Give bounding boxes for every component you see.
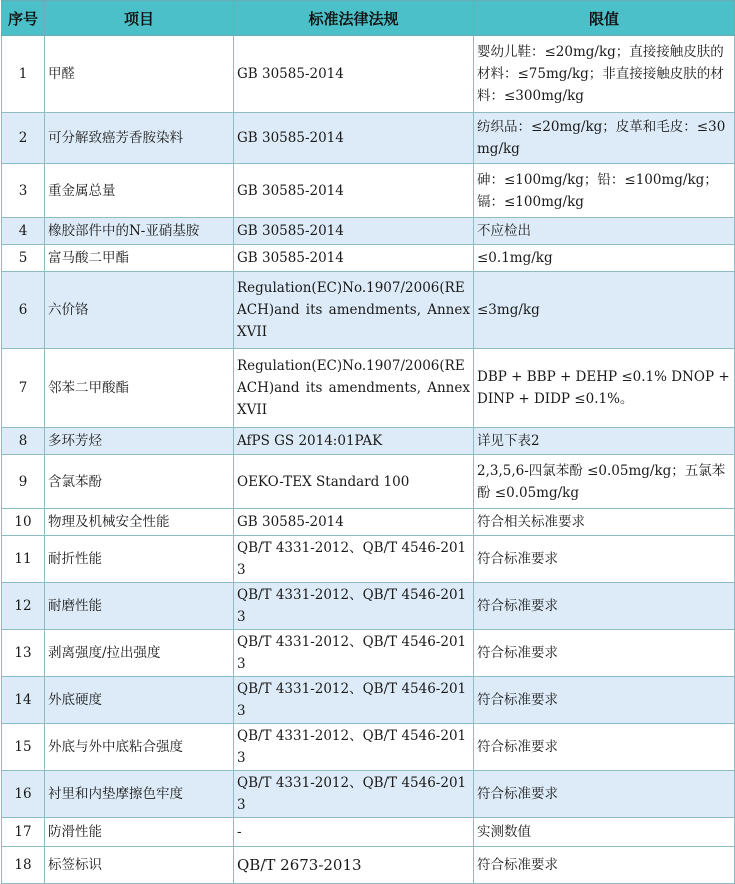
row-standard: - [234, 818, 474, 847]
row-item: 可分解致癌芳香胺染料 [45, 113, 234, 164]
row-number: 18 [2, 847, 45, 884]
table-row [2, 245, 735, 272]
row-number: 5 [2, 245, 45, 272]
row-item: 防滑性能 [45, 818, 234, 847]
header-item: 项目 [45, 1, 234, 36]
table-row [2, 272, 735, 349]
table-row [2, 113, 735, 164]
row-number: 14 [2, 677, 45, 724]
row-limit: 砷：≤100mg/kg；铅：≤100mg/kg；镉：≤100mg/kg [474, 164, 735, 218]
row-limit: 详见下表2 [474, 428, 735, 455]
row-limit: 符合标准要求 [474, 583, 735, 630]
row-number: 8 [2, 428, 45, 455]
table-row [2, 771, 735, 818]
row-number: 10 [2, 509, 45, 536]
table-row [2, 677, 735, 724]
row-limit: 2,3,5,6-四氯苯酚 ≤0.05mg/kg；五氯苯酚 ≤0.05mg/kg [474, 455, 735, 509]
row-standard: GB 30585-2014 [234, 509, 474, 536]
row-limit: 实测数值 [474, 818, 735, 847]
row-limit: 符合标准要求 [474, 847, 735, 884]
row-standard: GB 30585-2014 [234, 36, 474, 113]
row-standard: QB/T 4331-2012、QB/T 4546-2013 [234, 724, 474, 771]
row-standard: GB 30585-2014 [234, 164, 474, 218]
table-row [2, 36, 735, 113]
row-number: 13 [2, 630, 45, 677]
row-item: 耐折性能 [45, 536, 234, 583]
table-row [2, 583, 735, 630]
row-limit: 符合标准要求 [474, 630, 735, 677]
row-standard: QB/T 4331-2012、QB/T 4546-2013 [234, 583, 474, 630]
row-limit: 符合相关标准要求 [474, 509, 735, 536]
row-number: 7 [2, 349, 45, 428]
row-limit: 婴幼儿鞋：≤20mg/kg；直接接触皮肤的材料：≤75mg/kg；非直接接触皮肤的材料：≤300mg/kg [474, 36, 735, 113]
header-no: 序号 [2, 1, 45, 36]
table-row [2, 847, 735, 884]
row-item: 衬里和内垫摩擦色牢度 [45, 771, 234, 818]
row-standard: QB/T 4331-2012、QB/T 4546-2013 [234, 536, 474, 583]
table-row [2, 630, 735, 677]
row-item: 邻苯二甲酸酯 [45, 349, 234, 428]
row-limit: ≤0.1mg/kg [474, 245, 735, 272]
row-standard: Regulation(EC)No.1907/2006(REACH)and its amendments, Annex XVII [234, 349, 474, 428]
row-item: 六价铬 [45, 272, 234, 349]
row-number: 2 [2, 113, 45, 164]
header-standard: 标准法律法规 [234, 1, 474, 36]
table-row [2, 509, 735, 536]
table-row [2, 818, 735, 847]
row-standard: QB/T 2673-2013 [234, 847, 474, 884]
table-row [2, 218, 735, 245]
row-item: 多环芳烃 [45, 428, 234, 455]
row-limit: 符合标准要求 [474, 536, 735, 583]
row-item: 剥离强度/拉出强度 [45, 630, 234, 677]
row-number: 4 [2, 218, 45, 245]
standards-table [1, 0, 735, 884]
row-item: 富马酸二甲酯 [45, 245, 234, 272]
table-row [2, 164, 735, 218]
header-row [2, 1, 735, 36]
table-row [2, 536, 735, 583]
row-standard: GB 30585-2014 [234, 113, 474, 164]
row-number: 3 [2, 164, 45, 218]
table-row [2, 349, 735, 428]
row-item: 外底与外中底粘合强度 [45, 724, 234, 771]
row-standard: Regulation(EC)No.1907/2006(REACH)and its amendments, Annex XVII [234, 272, 474, 349]
row-number: 11 [2, 536, 45, 583]
row-limit: 符合标准要求 [474, 677, 735, 724]
row-limit: DBP + BBP + DEHP ≤0.1% DNOP + DINP + DIDP ≤0.1%。 [474, 349, 735, 428]
row-standard: OEKO-TEX Standard 100 [234, 455, 474, 509]
row-item: 含氯苯酚 [45, 455, 234, 509]
row-number: 1 [2, 36, 45, 113]
row-standard: QB/T 4331-2012、QB/T 4546-2013 [234, 771, 474, 818]
row-number: 17 [2, 818, 45, 847]
row-item: 外底硬度 [45, 677, 234, 724]
row-item: 重金属总量 [45, 164, 234, 218]
row-item: 物理及机械安全性能 [45, 509, 234, 536]
row-item: 甲醛 [45, 36, 234, 113]
row-number: 12 [2, 583, 45, 630]
row-item: 橡胶部件中的N-亚硝基胺 [45, 218, 234, 245]
row-standard: QB/T 4331-2012、QB/T 4546-2013 [234, 630, 474, 677]
row-item: 标签标识 [45, 847, 234, 884]
header-limit: 限值 [474, 1, 735, 36]
table-row [2, 428, 735, 455]
table-row [2, 724, 735, 771]
row-limit: 不应检出 [474, 218, 735, 245]
row-number: 15 [2, 724, 45, 771]
row-standard: AfPS GS 2014:01PAK [234, 428, 474, 455]
row-limit: 符合标准要求 [474, 771, 735, 818]
row-number: 16 [2, 771, 45, 818]
row-limit: 纺织品：≤20mg/kg；皮革和毛皮：≤30mg/kg [474, 113, 735, 164]
table-row [2, 455, 735, 509]
row-item: 耐磨性能 [45, 583, 234, 630]
row-limit: ≤3mg/kg [474, 272, 735, 349]
row-number: 9 [2, 455, 45, 509]
row-limit: 符合标准要求 [474, 724, 735, 771]
row-standard: QB/T 4331-2012、QB/T 4546-2013 [234, 677, 474, 724]
row-standard: GB 30585-2014 [234, 218, 474, 245]
row-number: 6 [2, 272, 45, 349]
row-standard: GB 30585-2014 [234, 245, 474, 272]
